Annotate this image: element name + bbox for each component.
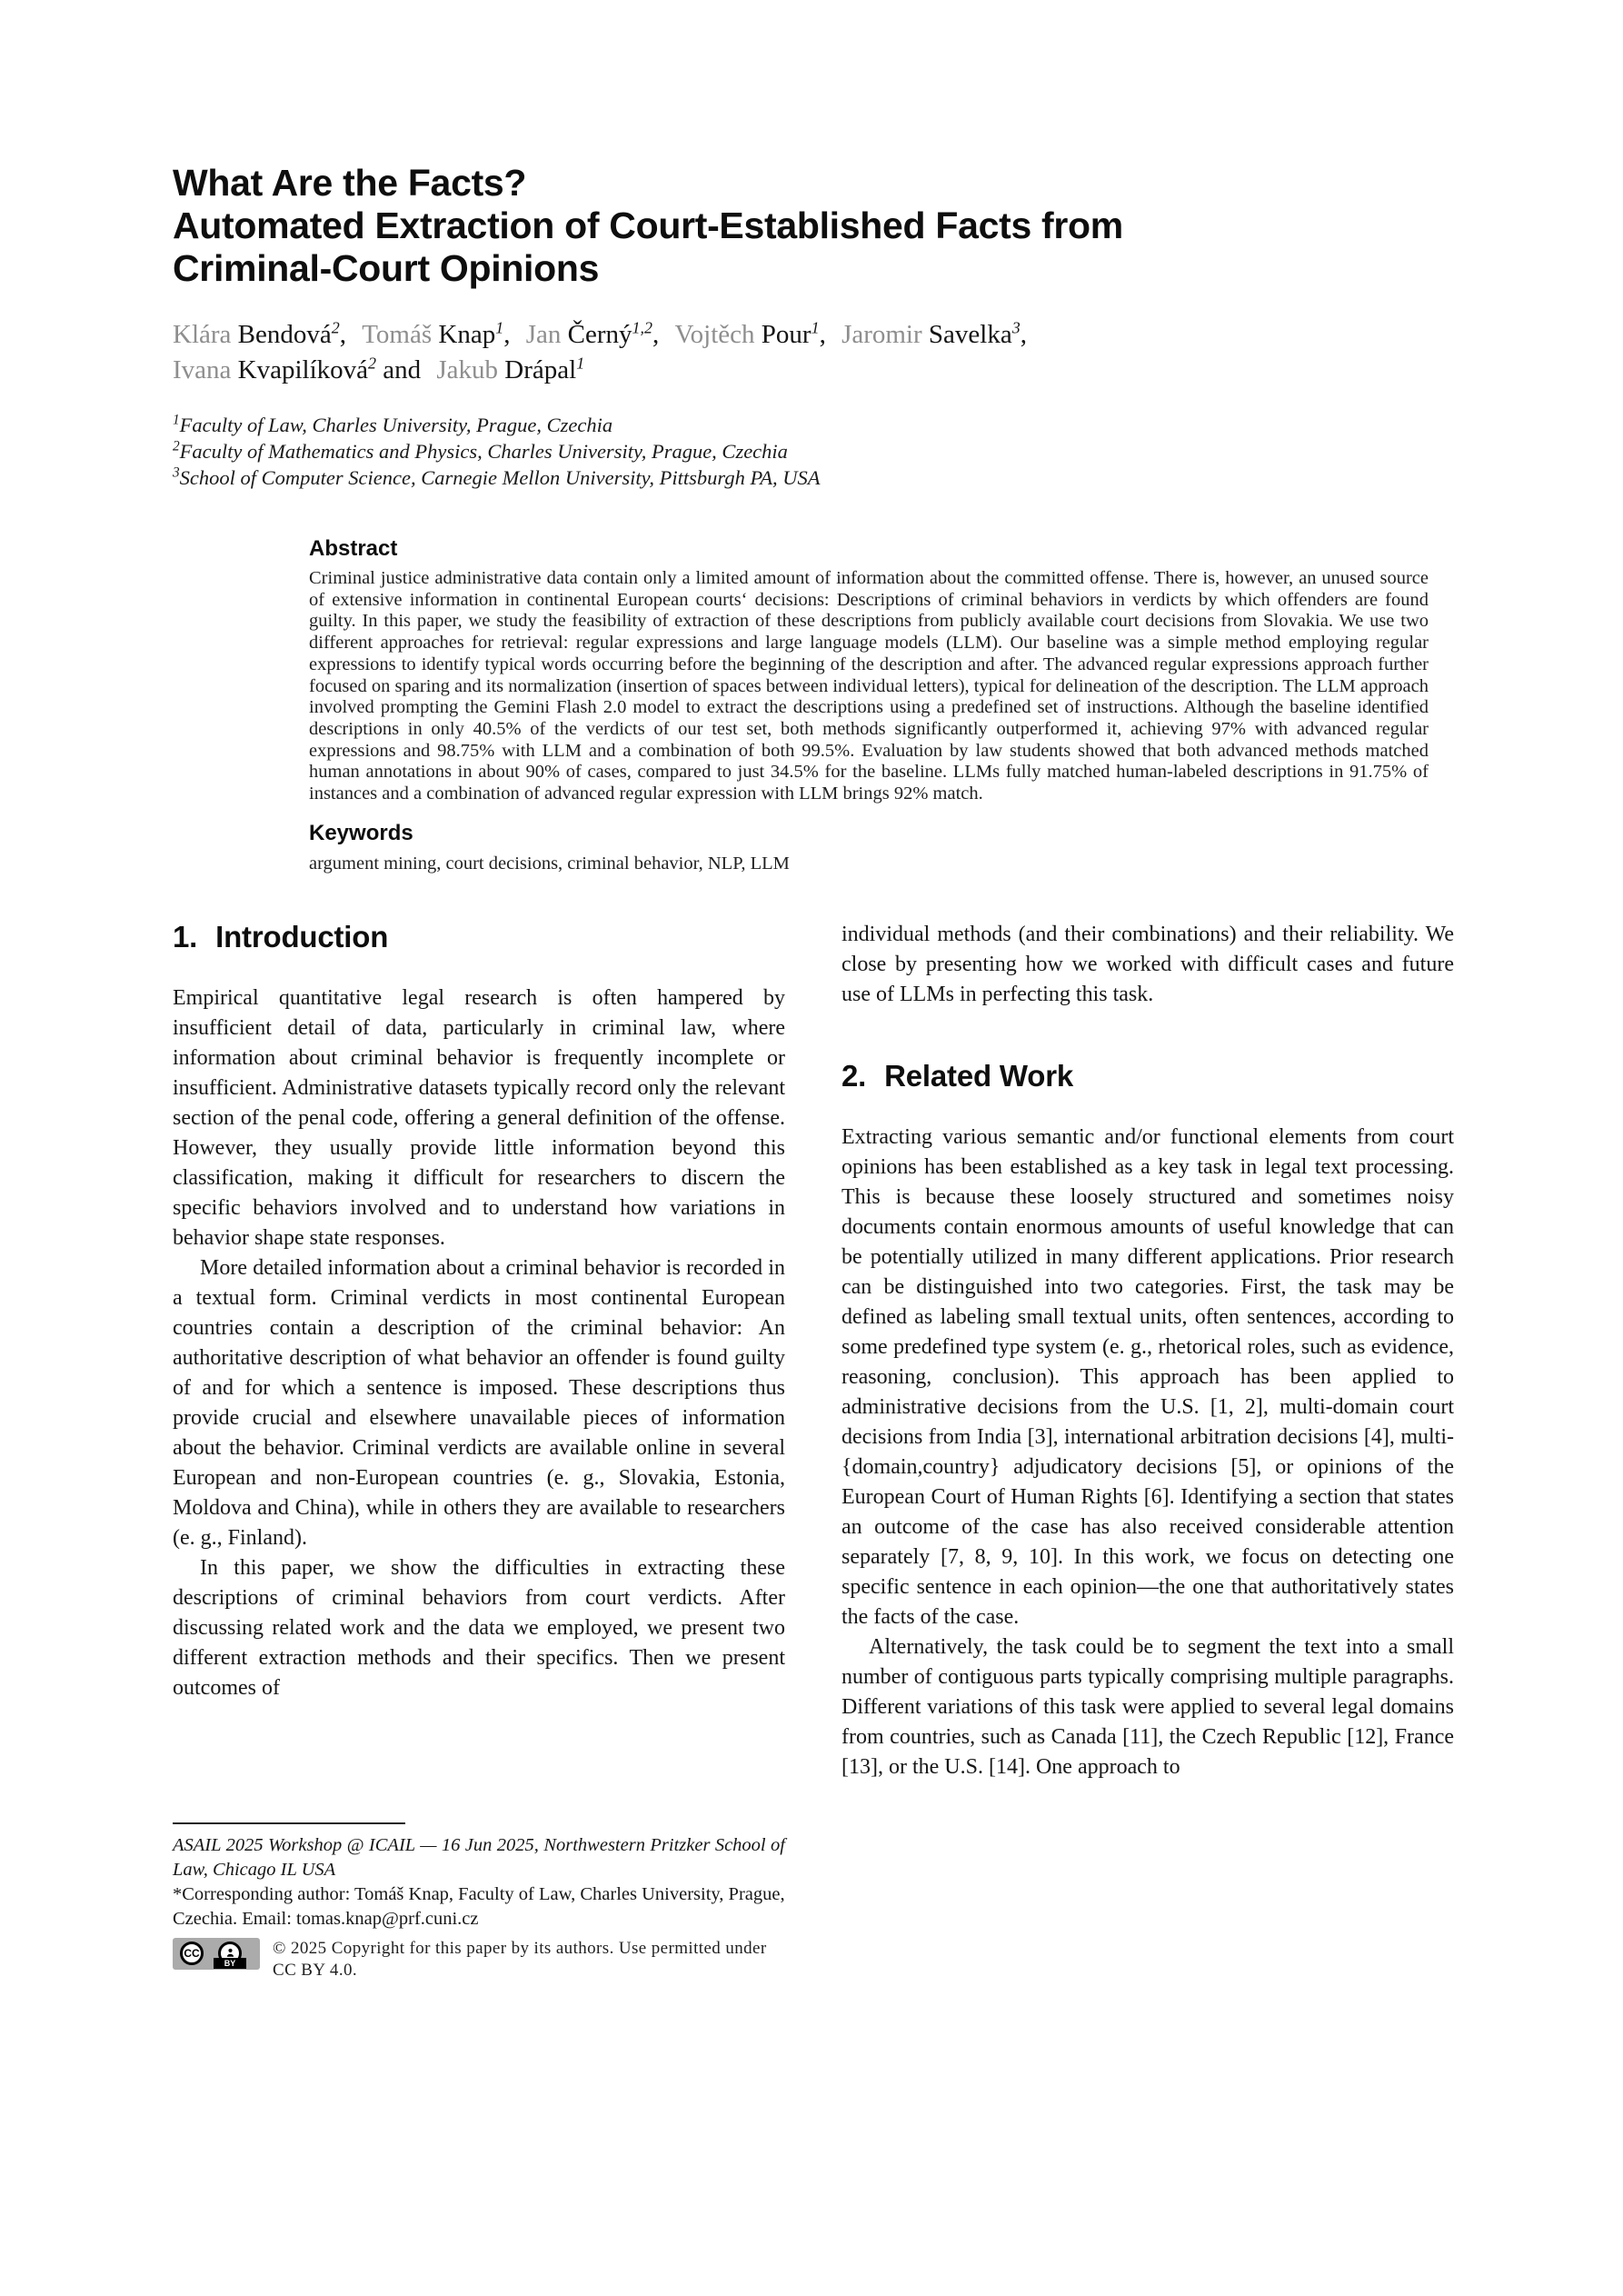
cc-by-badge [173,1938,260,1970]
affiliation-text: Faculty of Law, Charles University, Prague, Czechia [179,414,613,436]
author [173,355,427,384]
column-left [173,920,785,1982]
author [173,320,353,349]
author-list [173,317,1454,388]
affiliation-item [173,438,1454,464]
paragraph: Alternatively, the task could be to segment the text into a small number of contiguous parts typically comprising multiple paragraphs. Different variations of this task were applied to several legal domains from countries, such as Canada [11], the Czech Republic [12], France [13], or the U.S. [14]. One approach to [841,1634,1454,1779]
author-first-name: Jakub [436,355,499,384]
author [841,320,1027,349]
author-first-name: Jan [525,320,562,349]
author-first-name: Tomáš [362,320,433,349]
author [526,320,666,349]
paragraph: In this paper, we show the difficulties in extracting these descriptions of criminal behaviors from court verdicts. After discussing related work and the data we employed, we present two different extraction methods and their specifics. Then we present outcomes of [173,1555,785,1700]
title-line-2: Automated Extraction of Court-Established Facts from [173,205,1123,246]
author [674,320,832,349]
author-first-name: Jaromir [841,320,922,349]
abstract-text: Criminal justice administrative data contain only a limited amount of information about the committed offense. There is, however, an unused source of extensive information in continental European courts‘ decisions: Descriptions of criminal behaviors in verdicts by which offenders are found guilty. In this paper, we study the feasibility of extraction of these descriptions from publicly available court decisions from Slovakia. We use two different approaches for retrieval: regular expressions and large language models (LLM). Our baseline was a simple method employing regular expressions to identify typical words occurring before the beginning of the description and after. The advanced regular expressions approach further focused on sparing and its normalization (insertion of spaces between individual letters), typical for delineation of the description. The LLM approach involved prompting the Gemini Flash 2.0 model to extract the descriptions using a predefined set of instructions. Although the baseline identified descriptions in only 40.5% of the verdicts of our test set, both methods significantly outperformed it, achieving 97% with advanced regular expressions and 98.75% with LLM and a combination of both 99.5%. Evaluation by law students showed that both advanced methods matched human annotations in about 90% of cases, compared to just 34.5% for the baseline. LLMs fully matched human-labeled descriptions in 91.75% of instances and a combination of advanced regular expression with LLM brings 92% match. [309,568,1429,804]
author-separator: , [652,320,666,349]
author-separator: and [376,355,428,384]
section-title: Related Work [884,1058,1074,1093]
section-heading-introduction [173,920,785,954]
author [362,320,516,349]
section-number: 1. [173,919,198,953]
author-affiliation-sup: 1 [576,354,585,373]
author-separator: , [503,320,517,349]
paragraph: Empirical quantitative legal research is often hampered by insufficient detail of data, particularly in criminal law, where information about criminal behavior is frequently incomplete or insufficient. Administrative datasets typically record only the relevant section of the penal code, offering a general definition of the offense. However, they usually provide little information beyond this classification, making it difficult for researchers to discern the specific behaviors involved and to understand how variations in behavior shape state responses. [173,985,785,1250]
affiliation-text: Faculty of Mathematics and Physics, Charles University, Prague, Czechia [179,440,788,463]
keywords-text: argument mining, court decisions, criminal behavior, NLP, LLM [309,853,790,873]
paragraph: More detailed information about a criminal behavior is recorded in a textual form. Criminal verdicts in most continental European countries contain a description of the criminal behavior: An authoritative description of what behavior an offender is found guilty of and for which a sentence is imposed. These descriptions thus provide crucial and elsewhere unavailable pieces of information about the behavior. Criminal verdicts are available online in several European and non-European countries (e. g., Slovakia, Estonia, Moldova and China), while in others they are available to researchers (e. g., Finland). [173,1255,785,1550]
corresponding-author-note: *Corresponding author: Tomáš Knap, Faculty of Law, Charles University, Prague, Czechia. Email: tomas.knap@prf.cuni.cz [173,1883,785,1929]
by-label: BY [214,1958,246,1969]
author-first-name: Klára [173,320,232,349]
paragraph: Extracting various semantic and/or functional elements from court opinions has been established as a key task in legal text processing. This is because these loosely structured and sometimes noisy documents contain enormous amounts of useful knowledge that can be potentially utilized in many different applications. Prior research can be distinguished into two categories. First, the task may be defined as labeling small textual units, often sentences, according to some predefined type system (e. g., rhetorical roles, such as evidence, reasoning, conclusion). This approach has been applied to administrative decisions from the U.S. [1, 2], multi-domain court decisions from India [3], international arbitration decisions [4], multi-{domain,country} adjudicatory decisions [5], or opinions of the European Court of Human Rights [6]. Identifying a section that states an outcome of the case has also received considerable attention separately [7, 8, 9, 10]. In this work, we focus on detecting one specific sentence in each opinion—the one that authoritatively states the facts of the case. [841,1124,1454,1629]
section-number: 2. [841,1058,867,1093]
author-last-name: Pour [761,320,812,349]
section-heading-related-work [841,1059,1454,1093]
title-line-1: What Are the Facts? [173,162,527,204]
paragraph: individual methods (and their combinations) and their reliability. We close by presenting how we worked with difficult cases and future use of LLMs in perfecting this task. [841,922,1454,1006]
body-columns [173,920,1454,1982]
authors-line-1 [173,317,1454,353]
title-line-3: Criminal-Court Opinions [173,247,600,289]
author-first-name: Vojtěch [674,320,755,349]
author-affiliation-sup: 2 [368,354,376,373]
affiliation-list [173,412,1454,491]
author-affiliation-sup: 2 [331,318,340,337]
affiliation-item [173,412,1454,438]
author-last-name: Drápal [504,355,577,384]
author-separator: , [339,320,353,349]
affiliation-marker: 2 [173,438,180,454]
license-row [173,1938,785,1982]
affiliation-item [173,464,1454,491]
keywords-heading: Keywords [309,820,413,845]
author-last-name: Knap [438,320,496,349]
author-last-name: Bendová [237,320,332,349]
footnote-block [173,1822,785,1982]
column-right [841,920,1454,1982]
author-affiliation-sup: 1,2 [632,318,652,337]
section-title: Introduction [215,919,389,953]
author-separator: , [819,320,833,349]
author-last-name: Černý [567,320,632,349]
affiliation-text: School of Computer Science, Carnegie Mellon University, Pittsburgh PA, USA [179,466,821,489]
paper-title [173,0,1454,290]
conference-note: ASAIL 2025 Workshop @ ICAIL — 16 Jun 2025, Northwestern Pritzker School of Law, Chicago IL USA [173,1834,785,1880]
abstract-heading: Abstract [309,536,398,561]
license-text: © 2025 Copyright for this paper by its authors. Use permitted under CC BY 4.0. [273,1938,767,1980]
cc-icon: CC [180,1942,204,1965]
affiliation-marker: 3 [173,464,180,481]
abstract-section [309,536,1429,874]
footnote-rule [173,1822,405,1824]
author-last-name: Kvapilíková [237,355,369,384]
author-first-name: Ivana [173,355,232,384]
author-affiliation-sup: 1 [495,318,504,337]
author-affiliation-sup: 3 [1011,318,1021,337]
affiliation-marker: 1 [173,412,180,428]
author [436,355,584,384]
authors-line-2 [173,353,1454,388]
author-separator: , [1020,320,1027,349]
author-affiliation-sup: 1 [811,318,820,337]
author-last-name: Savelka [928,320,1012,349]
